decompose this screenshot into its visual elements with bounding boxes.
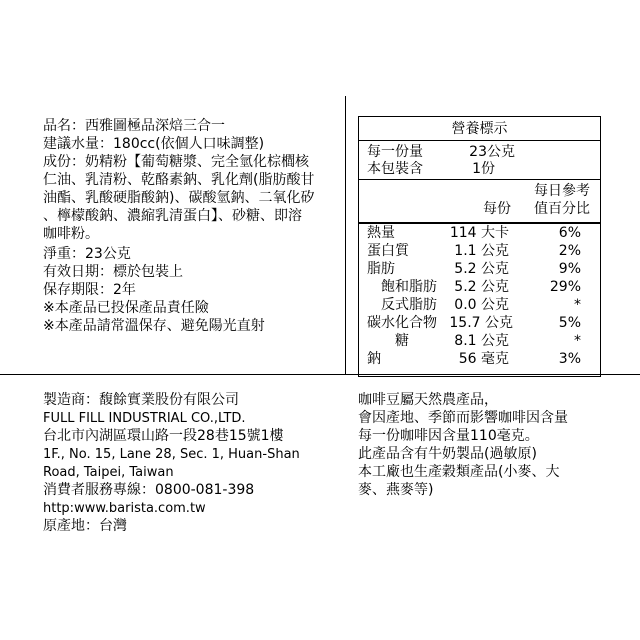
nutrient-name: 飽和脂肪 — [381, 279, 437, 295]
service-hotline: 消費者服務專線：0800-081-398 — [43, 482, 255, 498]
ingredients-line-4: 、檸檬酸鈉、濃縮乳清蛋白】、砂糖、即溶 — [43, 208, 302, 224]
expiry-date: 有效日期：標於包裝上 — [43, 264, 183, 280]
address-en-line-1: 1F., No. 15, Lane 28, Sec. 1, Huan-Shan — [43, 447, 300, 462]
nutrient-name: 熱量 — [367, 225, 395, 241]
table-rule — [359, 140, 600, 141]
nutrient-name: 反式脂肪 — [381, 297, 437, 313]
note-line: 會因產地、季節而影響咖啡因含量 — [358, 410, 568, 426]
nutrient-value: 114 大卡 — [449, 225, 509, 241]
servings-value: 1份 — [472, 161, 495, 177]
nutrient-percent: 3% — [558, 351, 581, 367]
origin: 原產地：台灣 — [43, 518, 127, 534]
nutrient-name: 糖 — [395, 333, 409, 349]
nutrient-name: 鈉 — [367, 351, 381, 367]
nutrient-percent: * — [574, 297, 581, 313]
net-weight: 淨重：23公克 — [43, 246, 131, 262]
nutrient-percent: 5% — [558, 315, 581, 331]
table-rule — [359, 222, 600, 224]
ingredients-line-1: 成份：奶精粉【葡萄糖漿、完全氫化棕櫚核 — [43, 154, 309, 170]
website: http:www.barista.com.tw — [43, 501, 206, 516]
vertical-divider — [345, 96, 346, 374]
serving-size-label: 每一份量 — [367, 144, 423, 160]
water-suggestion: 建議水量：180cc(依個人口味調整) — [43, 136, 265, 152]
daily-value-header-1: 每日參考 — [534, 183, 590, 199]
note-line: 麥、燕麥等) — [358, 482, 434, 498]
nutrient-name: 碳水化合物 — [367, 315, 437, 331]
product-name: 品名：西雅圖極品深焙三合一 — [43, 118, 225, 134]
ingredients-line-3: 油酯、乳酸硬脂酸鈉)、碳酸氫鈉、二氧化矽 — [43, 190, 315, 206]
address-zh: 台北市內湖區環山路一段28巷15號1樓 — [43, 428, 284, 444]
note-line: 每一份咖啡因含量110毫克。 — [358, 428, 539, 444]
insurance-note: ※本產品已投保產品責任險 — [43, 300, 209, 316]
nutrient-value: 8.1 公克 — [454, 333, 509, 349]
nutrient-name: 蛋白質 — [367, 243, 409, 259]
table-rule — [359, 179, 600, 180]
shelf-life: 保存期限：2年 — [43, 282, 136, 298]
manufacturer-name: 製造商：馥餘實業股份有限公司 — [43, 392, 239, 408]
nutrient-value: 1.1 公克 — [454, 243, 509, 259]
nutrition-table — [358, 116, 601, 377]
note-line: 本工廠也生產穀類產品(小麥、大 — [358, 464, 560, 480]
nutrient-value: 5.2 公克 — [454, 279, 509, 295]
nutrient-value: 0.0 公克 — [454, 297, 509, 313]
nutrient-value: 15.7 公克 — [449, 315, 513, 331]
note-line: 咖啡豆屬天然農產品， — [358, 392, 498, 408]
per-serving-header: 每份 — [483, 201, 511, 217]
nutrient-percent: * — [574, 333, 581, 349]
manufacturer-name-en: FULL FILL INDUSTRIAL CO.,LTD. — [43, 411, 246, 426]
nutrient-percent: 9% — [558, 261, 581, 277]
storage-note: ※本產品請常溫保存、避免陽光直射 — [43, 318, 265, 334]
daily-value-header-2: 值百分比 — [534, 201, 590, 217]
address-en-line-2: Road, Taipei, Taiwan — [43, 465, 174, 480]
serving-size-value: 23公克 — [469, 144, 515, 160]
ingredients-line-5: 咖啡粉。 — [43, 226, 99, 242]
servings-label: 本包裝含 — [367, 161, 423, 177]
ingredients-line-2: 仁油、乳清粉、乾酪素鈉、乳化劑(脂肪酸甘 — [43, 172, 315, 188]
nutrient-percent: 6% — [558, 225, 581, 241]
nutrient-percent: 2% — [558, 243, 581, 259]
nutrient-percent: 29% — [549, 279, 581, 295]
nutrient-name: 脂肪 — [367, 261, 395, 277]
nutrient-value: 56 毫克 — [458, 351, 509, 367]
nutrient-value: 5.2 公克 — [454, 261, 509, 277]
note-line: 此產品含有牛奶製品(過敏原) — [358, 446, 537, 462]
nutrition-title: 營養標示 — [451, 121, 508, 137]
